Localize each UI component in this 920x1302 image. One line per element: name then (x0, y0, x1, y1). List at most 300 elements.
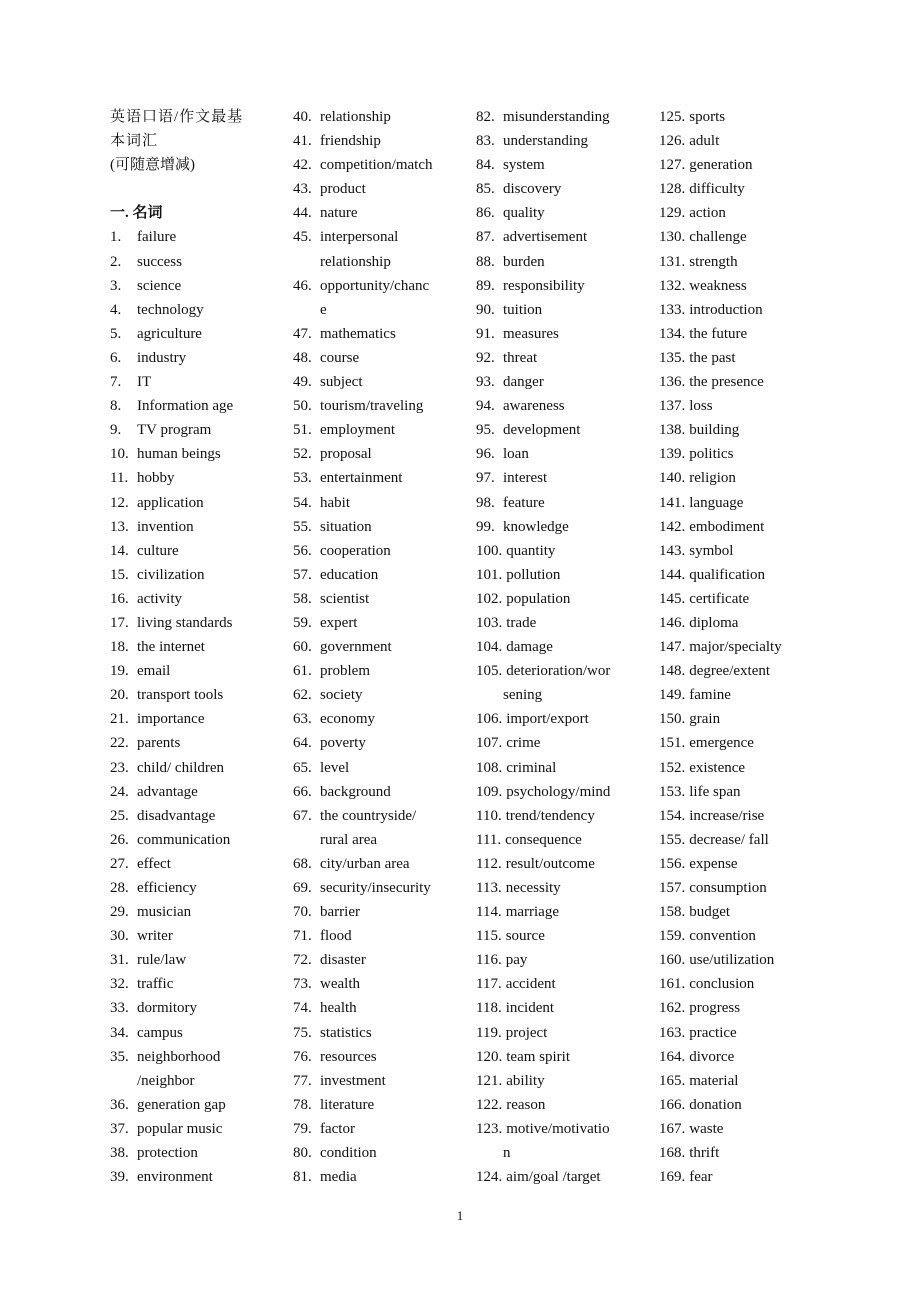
item-word: the presence (689, 374, 764, 391)
item-number: 113. (476, 880, 502, 896)
vocab-item (293, 1045, 448, 1069)
vocab-item (476, 346, 626, 370)
item-word: advantage (137, 783, 198, 800)
item-number: 47. (293, 325, 312, 342)
item-number: 1. (110, 229, 122, 246)
item-number: 150. (659, 711, 686, 728)
item-number: 131. (659, 253, 686, 270)
vocab-item (293, 466, 448, 490)
vocab-item (659, 852, 819, 876)
vocab-item (110, 876, 275, 900)
item-number: 156. (659, 855, 686, 872)
item-word: writer (137, 928, 173, 945)
vocab-item (476, 225, 626, 249)
item-number: 60. (293, 639, 312, 656)
vocab-item (110, 346, 275, 370)
vocab-item (659, 900, 819, 924)
item-number: 168. (659, 1145, 686, 1162)
vocab-item (659, 780, 819, 804)
item-number: 89. (476, 277, 495, 294)
vocab-item (476, 442, 626, 466)
vocab-item (659, 491, 819, 515)
vocab-item (659, 418, 819, 442)
item-number: 29. (110, 904, 129, 921)
vocab-item-continuation (293, 250, 448, 274)
vocab-item (293, 804, 448, 828)
item-word: employment (320, 422, 395, 439)
item-number: 167. (659, 1120, 686, 1137)
item-number: 121. (476, 1072, 503, 1089)
vocab-item (476, 1093, 626, 1117)
item-number: 70. (293, 904, 312, 921)
vocab-item (476, 539, 626, 563)
item-number: 87. (476, 229, 495, 246)
vocab-item (110, 731, 275, 755)
item-word: interest (503, 470, 548, 487)
vocab-item (659, 515, 819, 539)
vocab-item (659, 707, 819, 731)
item-word: activity (137, 590, 182, 607)
item-word: pay (505, 952, 528, 969)
item-word: civilization (137, 566, 205, 583)
vocab-item (659, 225, 819, 249)
vocab-item (476, 587, 626, 611)
item-word: psychology/mind (506, 783, 611, 800)
item-number: 9. (110, 422, 122, 439)
vocab-item (476, 635, 626, 659)
item-word: responsibility (503, 277, 585, 294)
vocab-item (293, 756, 448, 780)
item-number: 90. (476, 301, 495, 318)
vocab-item (659, 731, 819, 755)
item-number: 79. (293, 1120, 312, 1137)
item-word: rural area (320, 831, 378, 848)
item-word: deterioration/wor (506, 663, 611, 680)
vocab-item (476, 563, 626, 587)
item-word: quality (503, 205, 545, 222)
item-word: culture (137, 542, 179, 559)
item-word: fear (689, 1169, 713, 1186)
item-word: success (137, 253, 182, 270)
vocab-item (293, 659, 448, 683)
item-number: 14. (110, 542, 129, 559)
vocab-item (659, 1045, 819, 1069)
item-word: pollution (506, 566, 561, 583)
vocab-item (110, 852, 275, 876)
vocab-item (659, 1141, 819, 1165)
item-word: background (320, 783, 391, 800)
vocab-item (293, 370, 448, 394)
item-word: waste (689, 1120, 724, 1137)
vocab-item (293, 1165, 448, 1189)
item-word: the countryside/ (320, 807, 417, 824)
vocab-item (476, 177, 626, 201)
item-word: language (689, 494, 744, 511)
item-number: 75. (293, 1024, 312, 1041)
vocab-item (659, 683, 819, 707)
vocab-item (293, 587, 448, 611)
item-number: 137. (659, 398, 686, 415)
vocab-item (476, 105, 626, 129)
vocab-item (659, 539, 819, 563)
item-number: 3. (110, 277, 122, 294)
item-number: 34. (110, 1024, 129, 1041)
vocab-item (293, 1117, 448, 1141)
item-number: 95. (476, 422, 495, 439)
vocab-item (476, 659, 626, 683)
title-line-2: 本词汇 (110, 133, 159, 150)
item-word: statistics (320, 1024, 372, 1041)
item-number: 86. (476, 205, 495, 222)
vocab-item (293, 1021, 448, 1045)
item-number: 84. (476, 157, 495, 174)
item-number: 44. (293, 205, 312, 222)
item-word: TV program (137, 422, 212, 439)
item-word: science (137, 277, 182, 294)
item-word: traffic (137, 976, 174, 993)
vocab-item (476, 201, 626, 225)
vocab-item (659, 659, 819, 683)
item-number: 165. (659, 1072, 686, 1089)
item-word: expert (320, 614, 358, 631)
vocab-item (476, 491, 626, 515)
item-word: increase/rise (689, 807, 765, 824)
item-number: 78. (293, 1096, 312, 1113)
item-number: 4. (110, 301, 122, 318)
item-word: discovery (503, 181, 562, 198)
vocab-item (110, 442, 275, 466)
vocab-item (293, 442, 448, 466)
vocab-item (293, 707, 448, 731)
vocab-item (659, 250, 819, 274)
vocab-item (476, 153, 626, 177)
item-number: 37. (110, 1120, 129, 1137)
item-number: 148. (659, 663, 686, 680)
item-number: 55. (293, 518, 312, 535)
vocab-item (476, 466, 626, 490)
item-word: measures (503, 325, 559, 342)
item-word: human beings (137, 446, 221, 463)
item-number: 139. (659, 446, 686, 463)
item-number: 23. (110, 759, 129, 776)
item-word: poverty (320, 735, 366, 752)
vocab-item (476, 996, 626, 1020)
item-number: 96. (476, 446, 495, 463)
item-number: 116. (476, 952, 502, 969)
item-number: 64. (293, 735, 312, 752)
vocab-item (659, 924, 819, 948)
item-word: expense (689, 855, 738, 872)
vocab-item (110, 515, 275, 539)
item-word: dormitory (137, 1000, 197, 1017)
item-number: 106. (476, 711, 503, 728)
item-word: disaster (320, 952, 366, 969)
item-number: 5. (110, 325, 122, 342)
vocab-item (476, 250, 626, 274)
item-number: 35. (110, 1048, 129, 1065)
item-number: 119. (476, 1024, 502, 1041)
item-number: 45. (293, 229, 312, 246)
vocab-item (110, 587, 275, 611)
item-number: 105. (476, 663, 503, 680)
vocab-item (476, 515, 626, 539)
item-number: 38. (110, 1145, 129, 1162)
item-word: resources (320, 1048, 377, 1065)
item-number: 159. (659, 928, 686, 945)
word-list (476, 105, 626, 1189)
item-number: 111. (476, 831, 502, 848)
item-word: import/export (506, 711, 589, 728)
vocab-item (659, 876, 819, 900)
vocab-item (659, 442, 819, 466)
item-number: 41. (293, 133, 312, 150)
vocab-item-continuation (476, 1141, 626, 1165)
vocab-item (293, 225, 448, 249)
item-number: 117. (476, 976, 502, 993)
vocab-item (659, 828, 819, 852)
item-number: 39. (110, 1169, 129, 1186)
vocab-item (659, 635, 819, 659)
vocab-item (293, 731, 448, 755)
vocab-item (659, 1165, 819, 1189)
item-word: effect (137, 855, 171, 872)
vocab-item (110, 996, 275, 1020)
item-word: convention (689, 928, 756, 945)
item-number: 151. (659, 735, 686, 752)
vocab-item (476, 1117, 626, 1141)
item-word: embodiment (689, 518, 765, 535)
item-word: tourism/traveling (320, 398, 424, 415)
vocab-item (110, 1045, 275, 1069)
item-number: 125. (659, 109, 686, 125)
item-word: failure (137, 229, 177, 246)
item-number: 69. (293, 880, 312, 896)
vocab-item (659, 129, 819, 153)
vocab-item (659, 756, 819, 780)
item-word: sports (689, 109, 726, 125)
vocab-item (659, 322, 819, 346)
item-word: invention (137, 518, 194, 535)
item-word: factor (320, 1120, 355, 1137)
item-number: 147. (659, 639, 686, 656)
item-word: government (320, 639, 392, 656)
item-word: donation (689, 1096, 742, 1113)
item-number: 36. (110, 1096, 129, 1113)
vocab-item (293, 611, 448, 635)
item-number: 124. (476, 1169, 503, 1186)
vocab-item (293, 780, 448, 804)
vocab-item (659, 105, 819, 129)
item-number: 21. (110, 711, 129, 728)
vocab-item (476, 1045, 626, 1069)
item-number: 49. (293, 374, 312, 391)
item-word: trade (506, 614, 537, 631)
item-number: 130. (659, 229, 686, 246)
item-number: 10. (110, 446, 129, 463)
item-word: development (503, 422, 581, 439)
item-word: conclusion (689, 976, 755, 993)
vocab-item (110, 539, 275, 563)
item-number: 56. (293, 542, 312, 559)
item-word: parents (137, 735, 181, 752)
vocab-item (659, 370, 819, 394)
item-word: adult (689, 133, 720, 150)
item-word: feature (503, 494, 545, 511)
item-number: 164. (659, 1048, 686, 1065)
vocab-item (110, 491, 275, 515)
item-number: 154. (659, 807, 686, 824)
item-number: 66. (293, 783, 312, 800)
item-number: 142. (659, 518, 686, 535)
vocab-item (476, 852, 626, 876)
item-word: education (320, 566, 379, 583)
vocab-item (110, 1021, 275, 1045)
vocab-item (110, 225, 275, 249)
item-word: health (320, 1000, 357, 1017)
item-word: thrift (689, 1145, 720, 1162)
vocab-item (110, 1093, 275, 1117)
item-number: 120. (476, 1048, 503, 1065)
vocab-item (293, 1093, 448, 1117)
item-number: 50. (293, 398, 312, 415)
vocab-item (110, 611, 275, 635)
item-word: industry (137, 349, 187, 366)
item-number: 98. (476, 494, 495, 511)
item-word: product (320, 181, 366, 198)
vocab-item (659, 177, 819, 201)
item-word: danger (503, 374, 544, 391)
item-word: popular music (137, 1120, 223, 1137)
item-number: 94. (476, 398, 495, 415)
item-word: neighborhood (137, 1048, 221, 1065)
item-number: 107. (476, 735, 503, 752)
vocab-item-continuation (293, 828, 448, 852)
vocab-item (293, 972, 448, 996)
item-number: 16. (110, 590, 129, 607)
item-number: 42. (293, 157, 312, 174)
vocab-item (293, 153, 448, 177)
item-number: 102. (476, 590, 503, 607)
vocab-item (110, 707, 275, 731)
vocab-item (659, 1021, 819, 1045)
item-word: competition/match (320, 157, 433, 174)
item-word: symbol (689, 542, 734, 559)
item-word: building (689, 422, 740, 439)
item-word: decrease/ fall (689, 831, 769, 848)
vocab-item (110, 972, 275, 996)
item-number: 7. (110, 374, 122, 391)
item-number: 141. (659, 494, 686, 511)
item-number: 99. (476, 518, 495, 535)
item-number: 43. (293, 181, 312, 198)
item-word: misunderstanding (503, 109, 610, 125)
vocab-item (293, 201, 448, 225)
vocab-item (293, 683, 448, 707)
item-number: 138. (659, 422, 686, 439)
item-word: musician (137, 904, 192, 921)
item-number: 18. (110, 639, 129, 656)
vocab-item (476, 1069, 626, 1093)
item-word: progress (689, 1000, 741, 1017)
item-number: 48. (293, 349, 312, 366)
item-number: 32. (110, 976, 129, 993)
item-word: relationship (320, 109, 391, 125)
item-number: 160. (659, 952, 686, 969)
item-number: 128. (659, 181, 686, 198)
item-word: the internet (137, 639, 205, 656)
item-word: society (320, 687, 363, 704)
vocab-item (659, 1117, 819, 1141)
item-word: situation (320, 518, 372, 535)
vocab-item (476, 370, 626, 394)
item-number: 30. (110, 928, 129, 945)
vocab-item (293, 491, 448, 515)
item-number: 93. (476, 374, 495, 391)
item-number: 81. (293, 1169, 312, 1186)
vocab-item (476, 1165, 626, 1189)
vocab-item (476, 900, 626, 924)
item-number: 51. (293, 422, 312, 439)
item-word: necessity (505, 880, 561, 896)
item-number: 110. (476, 807, 502, 824)
vocab-item (659, 587, 819, 611)
item-number: 133. (659, 301, 686, 318)
item-word: reason (506, 1096, 546, 1113)
item-word: life span (689, 783, 741, 800)
item-word: degree/extent (689, 663, 771, 680)
item-number: 161. (659, 976, 686, 993)
title-line-1: 英语口语/作文最基 (110, 109, 244, 125)
vocab-item (110, 1141, 275, 1165)
item-number: 2. (110, 253, 122, 270)
item-number: 62. (293, 687, 312, 704)
vocab-item (110, 563, 275, 587)
item-number: 158. (659, 904, 686, 921)
item-number: 129. (659, 205, 686, 222)
item-number: 63. (293, 711, 312, 728)
item-word: famine (689, 687, 731, 704)
item-word: hobby (137, 470, 175, 487)
item-word: threat (503, 349, 538, 366)
item-word: importance (137, 711, 205, 728)
item-word: source (505, 928, 545, 945)
vocab-item (110, 804, 275, 828)
item-word: major/specialty (689, 639, 782, 656)
vocab-item (659, 153, 819, 177)
item-word: burden (503, 253, 545, 270)
item-number: 58. (293, 590, 312, 607)
item-number: 73. (293, 976, 312, 993)
item-word: campus (137, 1024, 183, 1041)
item-word: introduction (689, 301, 763, 318)
vocab-item (659, 563, 819, 587)
item-word: nature (320, 205, 358, 222)
item-number: 101. (476, 566, 503, 583)
item-word: agriculture (137, 325, 202, 342)
item-number: 31. (110, 952, 129, 969)
item-word: knowledge (503, 518, 569, 535)
column-3 (476, 105, 626, 1189)
item-word: sening (503, 687, 543, 704)
item-word: difficulty (689, 181, 745, 198)
item-word: action (689, 205, 726, 222)
item-word: trend/tendency (505, 807, 595, 824)
item-word: population (506, 590, 571, 607)
item-word: qualification (689, 566, 766, 583)
item-word: use/utilization (689, 952, 775, 969)
item-word: literature (320, 1096, 375, 1113)
item-word: ability (506, 1072, 545, 1089)
